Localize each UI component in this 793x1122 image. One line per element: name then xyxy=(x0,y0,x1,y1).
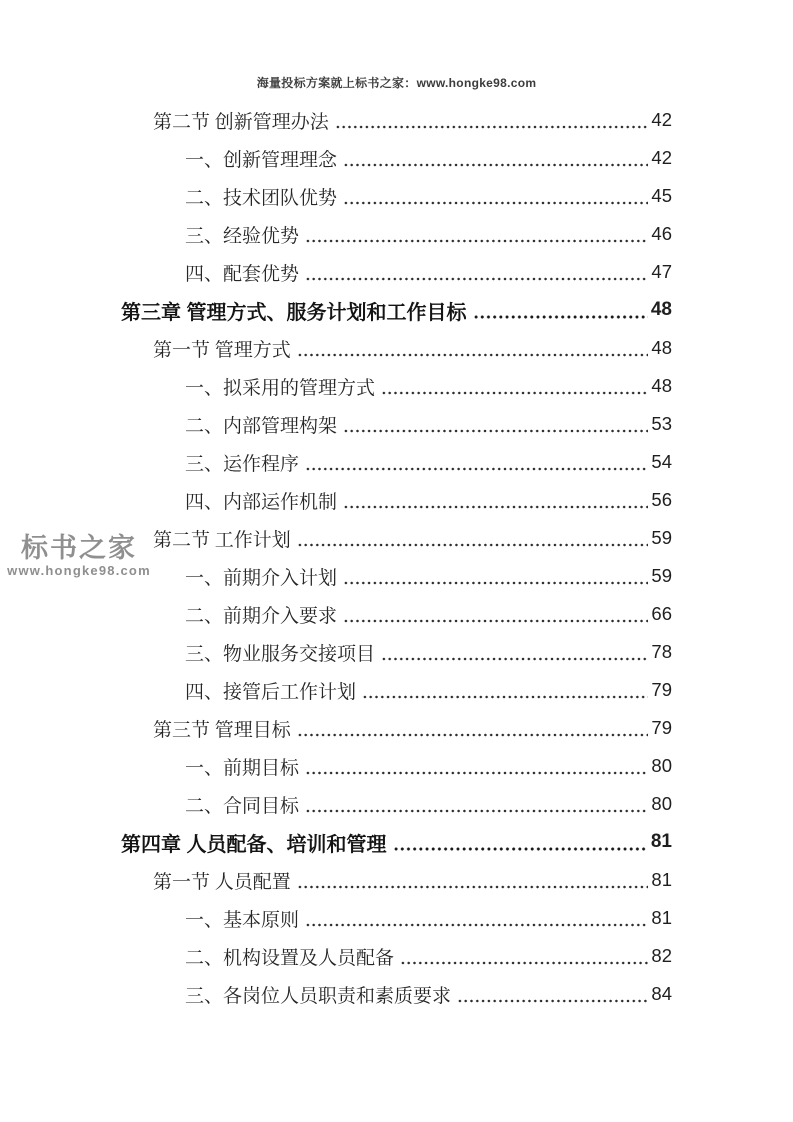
toc-entry-label: 三、各岗位人员职责和素质要求 xyxy=(185,985,452,1007)
toc-entry-page: 81 xyxy=(650,831,672,852)
toc-entry[interactable] xyxy=(121,329,672,367)
toc-entry[interactable] xyxy=(121,481,672,519)
toc-entry-page: 79 xyxy=(651,717,672,738)
dot-leader xyxy=(297,885,649,889)
dot-leader xyxy=(335,125,649,129)
toc-entry-label: 二、内部管理构架 xyxy=(185,415,338,437)
toc-entry-page: 66 xyxy=(651,603,672,624)
toc-entry-label: 第四章 人员配备、培训和管理 xyxy=(121,833,387,856)
toc-entry-page: 82 xyxy=(651,945,672,966)
toc-entry[interactable] xyxy=(121,557,672,595)
toc-entry-page: 48 xyxy=(651,337,672,358)
page-header-slogan: 海量投标方案就上标书之家：www.hongke98.com xyxy=(256,76,537,90)
dot-leader xyxy=(381,657,648,661)
toc-entry-page: 56 xyxy=(651,489,672,510)
dot-leader xyxy=(305,239,648,243)
dot-leader xyxy=(343,201,648,205)
toc-entry-label: 二、前期介入要求 xyxy=(185,605,338,627)
toc-entry-label: 四、接管后工作计划 xyxy=(185,681,357,703)
toc-entry-label: 三、物业服务交接项目 xyxy=(185,643,376,665)
toc-entry-label: 二、机构设置及人员配备 xyxy=(185,947,395,969)
toc-entry-label: 四、配套优势 xyxy=(185,263,300,285)
toc-entry-page: 48 xyxy=(651,375,672,396)
toc-entry[interactable] xyxy=(121,443,672,481)
toc-entry-label: 第二节 工作计划 xyxy=(153,529,291,551)
toc-entry-label: 三、运作程序 xyxy=(185,453,300,475)
toc-entry[interactable] xyxy=(121,595,672,633)
dot-leader xyxy=(473,315,648,319)
toc-entry[interactable] xyxy=(121,177,672,215)
toc-entry-label: 一、基本原则 xyxy=(185,909,300,931)
toc-entry[interactable] xyxy=(121,367,672,405)
toc-entry-label: 四、内部运作机制 xyxy=(185,491,338,513)
toc-entry[interactable] xyxy=(121,709,672,747)
toc-entry-label: 一、拟采用的管理方式 xyxy=(185,377,376,399)
toc-entry[interactable] xyxy=(121,785,672,823)
toc-entry[interactable] xyxy=(121,633,672,671)
toc-entry[interactable] xyxy=(121,405,672,443)
dot-leader xyxy=(343,619,648,623)
toc-entry-label: 一、前期介入计划 xyxy=(185,567,338,589)
toc-entry-page: 59 xyxy=(651,565,672,586)
toc-entry[interactable] xyxy=(121,139,672,177)
toc-entry-label: 第一节 管理方式 xyxy=(153,339,291,361)
toc-entry-label: 二、技术团队优势 xyxy=(185,187,338,209)
dot-leader xyxy=(343,429,648,433)
toc-entry[interactable] xyxy=(121,253,672,291)
toc-entry-page: 78 xyxy=(651,641,672,662)
toc-entry-label: 二、合同目标 xyxy=(185,795,300,817)
toc-entry-page: 81 xyxy=(651,907,672,928)
toc-entry[interactable] xyxy=(121,899,672,937)
toc-entry[interactable] xyxy=(121,937,672,975)
dot-leader xyxy=(457,999,648,1003)
toc-entry-page: 42 xyxy=(651,109,672,130)
dot-leader xyxy=(381,391,648,395)
dot-leader xyxy=(305,771,648,775)
toc-entry[interactable] xyxy=(121,747,672,785)
watermark-title: 标书之家 xyxy=(21,533,137,563)
toc-entry[interactable] xyxy=(121,975,672,1013)
toc-entry-page: 46 xyxy=(651,223,672,244)
toc-entry-page: 42 xyxy=(651,147,672,168)
toc-entry[interactable] xyxy=(121,215,672,253)
dot-leader xyxy=(343,163,648,167)
toc-entry[interactable] xyxy=(121,291,672,329)
dot-leader xyxy=(400,961,648,965)
toc-entry-page: 84 xyxy=(651,983,672,1004)
toc-entry[interactable] xyxy=(121,519,672,557)
toc-entry-page: 80 xyxy=(651,755,672,776)
toc-entry-label: 第一节 人员配置 xyxy=(153,871,291,893)
dot-leader xyxy=(297,543,649,547)
toc-entry-page: 53 xyxy=(651,413,672,434)
toc-entry-label: 一、前期目标 xyxy=(185,757,300,779)
toc-entry-page: 54 xyxy=(651,451,672,472)
dot-leader xyxy=(393,847,648,851)
dot-leader xyxy=(343,581,648,585)
toc-entry-page: 80 xyxy=(651,793,672,814)
toc-entry-page: 79 xyxy=(651,679,672,700)
toc-entry-page: 48 xyxy=(650,299,672,320)
dot-leader xyxy=(305,809,648,813)
dot-leader xyxy=(297,733,649,737)
toc-entry-page: 47 xyxy=(651,261,672,282)
dot-leader xyxy=(362,695,648,699)
dot-leader xyxy=(305,467,648,471)
toc-entry-page: 59 xyxy=(651,527,672,548)
dot-leader xyxy=(297,353,649,357)
toc-entry-page: 45 xyxy=(651,185,672,206)
watermark-url: www.hongke98.com xyxy=(7,563,151,579)
dot-leader xyxy=(305,923,648,927)
toc-entry-page: 81 xyxy=(651,869,672,890)
toc-entry[interactable] xyxy=(121,823,672,861)
toc-entry[interactable] xyxy=(121,671,672,709)
toc-entry[interactable] xyxy=(121,861,672,899)
toc-entry-label: 三、经验优势 xyxy=(185,225,300,247)
toc-entry-label: 第三章 管理方式、服务计划和工作目标 xyxy=(121,301,467,324)
toc-entry-label: 第三节 管理目标 xyxy=(153,719,291,741)
dot-leader xyxy=(305,277,648,281)
dot-leader xyxy=(343,505,648,509)
toc-list xyxy=(121,101,672,1013)
toc-entry-label: 一、创新管理理念 xyxy=(185,149,338,171)
toc-entry-label: 第二节 创新管理办法 xyxy=(153,111,329,133)
toc-entry[interactable] xyxy=(121,101,672,139)
